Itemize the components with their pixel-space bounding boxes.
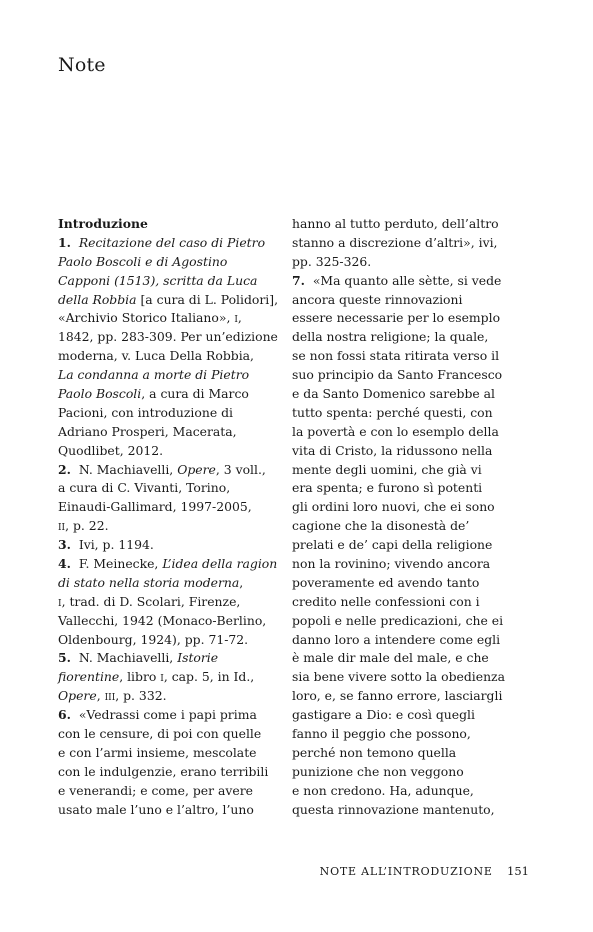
italic-text: Opere <box>58 688 97 704</box>
note-text: mente degli uomini, che già vi <box>292 461 482 477</box>
note-text: essere necessarie per lo esemplo <box>292 310 501 326</box>
note-line <box>58 593 284 612</box>
note-line <box>292 366 518 385</box>
note-line <box>292 479 518 498</box>
note-line <box>292 404 518 423</box>
note-text: danno loro a intendere come egli <box>292 631 501 647</box>
note-text: stanno a discrezione d’altri», ivi, <box>292 234 498 250</box>
note-text: suo principio da Santo Francesco <box>292 367 503 383</box>
note-text: non la rovinino; vivendo ancora <box>292 556 491 572</box>
note-text: poveramente ed avendo tanto <box>292 574 480 590</box>
note-line <box>292 291 518 310</box>
note-text: «Archivio Storico Italiano», <box>58 310 235 326</box>
note-text: la povertà e con lo esemplo della <box>292 423 499 439</box>
note-line <box>292 763 518 782</box>
note-line <box>58 536 284 555</box>
note-text: e non credono. Ha, adunque, <box>292 782 474 798</box>
italic-text: Paolo Boscoli e di Agostino <box>58 253 228 269</box>
note-text: prelati e de’ capi della religione <box>292 537 493 553</box>
note-line <box>292 612 518 631</box>
note-text: fanno il peggio che possono, <box>292 726 471 742</box>
note-line <box>58 385 284 404</box>
note-text: sia bene vivere sotto la obedienza <box>292 669 505 685</box>
note-number: 6. <box>58 707 71 723</box>
note-line <box>292 555 518 574</box>
note-number: 2. <box>58 461 71 477</box>
note-text: Einaudi-Gallimard, 1997-2005, <box>58 499 252 515</box>
note-text: Quodlibet, 2012. <box>58 442 164 458</box>
note-text: Ivi, p. 1194. <box>70 537 154 553</box>
note-line <box>292 272 518 291</box>
note-text: hanno al tutto perduto, dell’altro <box>292 216 499 231</box>
note-line <box>58 782 284 801</box>
italic-text: Recitazione del caso di Pietro <box>78 234 266 250</box>
roman-numeral: iii <box>104 688 116 704</box>
note-line <box>292 706 518 725</box>
note-text: credito nelle confessioni con i <box>292 593 480 609</box>
note-text: tutto spenta: perché questi, con <box>292 404 493 420</box>
note-text: se non fossi stata ritirata verso il <box>292 348 500 364</box>
notes-column-right <box>292 215 518 820</box>
note-text: Vallecchi, 1942 (Monaco-Berlino, <box>58 612 267 628</box>
note-line <box>292 687 518 706</box>
notes-text-right <box>292 215 518 820</box>
italic-text: della Robbia <box>58 291 137 307</box>
note-text: vita di Cristo, la ridussono nella <box>292 442 493 458</box>
note-text: Oldenbourg, 1924), pp. 71-72. <box>58 631 249 647</box>
note-line <box>58 404 284 423</box>
note-text: «Vedrassi come i papi prima <box>70 707 257 723</box>
note-text: usato male l’uno e l’altro, l’uno <box>58 801 254 817</box>
note-line <box>58 668 284 687</box>
note-line <box>58 517 284 536</box>
note-line <box>292 574 518 593</box>
note-text: N. Machiavelli, <box>70 461 178 477</box>
note-line <box>58 744 284 763</box>
note-text: , <box>237 310 242 326</box>
italic-text: Paolo Boscoli <box>58 386 142 402</box>
note-text: , <box>239 574 244 590</box>
note-line <box>58 612 284 631</box>
note-text: , p. 332. <box>115 688 167 704</box>
note-text: e da Santo Domenico sarebbe al <box>292 386 496 402</box>
note-line <box>58 801 284 820</box>
note-number: 4. <box>58 556 71 572</box>
note-line <box>292 631 518 650</box>
note-text: della nostra religione; la quale, <box>292 329 489 345</box>
note-text: , trad. di D. Scolari, Firenze, <box>61 593 241 609</box>
note-number: 7. <box>292 272 305 288</box>
note-line <box>292 536 518 555</box>
note-line <box>58 328 284 347</box>
note-line <box>292 649 518 668</box>
note-text: era spenta; e furono sì potenti <box>292 480 483 496</box>
note-number: 1. <box>58 234 71 250</box>
notes-column-left <box>58 215 284 820</box>
note-line <box>292 782 518 801</box>
note-text <box>71 235 79 250</box>
note-line <box>58 649 284 668</box>
running-head: NOTE ALL’INTRODUZIONE <box>319 865 493 878</box>
note-line <box>292 442 518 461</box>
italic-text: L’idea della ragion <box>162 556 278 572</box>
note-text: , libro <box>119 669 161 685</box>
note-text: popoli e nelle predicazioni, che ei <box>292 612 504 628</box>
note-line <box>58 631 284 650</box>
note-text: pp. 325-326. <box>292 253 372 269</box>
page-title: Note <box>58 54 106 76</box>
note-line <box>292 309 518 328</box>
notes-text-left <box>58 234 284 820</box>
note-text: , p. 22. <box>65 518 109 534</box>
note-line <box>58 687 284 706</box>
note-line <box>292 328 518 347</box>
note-text: perché non temono quella <box>292 744 457 760</box>
note-text: ancora queste rinnovazioni <box>292 291 463 307</box>
note-line <box>292 423 518 442</box>
italic-text: Opere <box>177 461 216 477</box>
note-text: moderna, v. Luca Della Robbia, <box>58 348 254 364</box>
note-line <box>292 215 518 234</box>
note-line <box>58 291 284 310</box>
note-text: e venerandi; e come, per avere <box>58 782 253 798</box>
note-text: a cura di C. Vivanti, Torino, <box>58 480 231 496</box>
note-text: , cap. 5, in Id., <box>163 669 255 685</box>
roman-numeral: ii <box>58 518 66 534</box>
note-text: e con l’armi insieme, mescolate <box>58 744 257 760</box>
note-text: gli ordini loro nuovi, che ei sono <box>292 499 495 515</box>
note-line <box>292 593 518 612</box>
note-text: «Ma quanto alle sètte, si vede <box>304 272 502 288</box>
note-text: Adriano Prosperi, Macerata, <box>58 423 237 439</box>
note-line <box>58 479 284 498</box>
note-line <box>58 347 284 366</box>
note-line <box>292 385 518 404</box>
note-text: N. Machiavelli, <box>70 650 178 666</box>
roman-numeral: i <box>58 593 62 609</box>
note-line <box>292 744 518 763</box>
page-footer <box>320 864 529 878</box>
note-text: gastigare a Dio: e così quegli <box>292 707 475 723</box>
note-line <box>292 725 518 744</box>
note-line <box>58 309 284 328</box>
note-text: , <box>96 688 105 704</box>
note-line <box>58 253 284 272</box>
note-line <box>58 498 284 517</box>
note-line <box>292 498 518 517</box>
note-number: 5. <box>58 650 71 666</box>
note-text: , a cura di Marco <box>141 386 249 402</box>
note-text: questa rinnovazione mantenuto, <box>292 801 495 817</box>
note-line <box>58 272 284 291</box>
note-number: 3. <box>58 537 71 553</box>
note-text: 1842, pp. 283-309. Per un’edizione <box>58 329 278 345</box>
italic-text: La condanna a morte di Pietro <box>58 367 250 383</box>
note-line <box>58 763 284 782</box>
note-line <box>58 574 284 593</box>
note-text: con le indulgenzie, erano terribili <box>58 763 269 779</box>
note-line <box>58 461 284 480</box>
italic-text: fiorentine <box>58 669 120 685</box>
note-text: loro, e, se fanno errore, lasciargli <box>292 688 503 704</box>
page-number: 151 <box>507 864 529 878</box>
note-line <box>292 461 518 480</box>
note-text: , 3 voll., <box>215 461 266 477</box>
note-line <box>58 442 284 461</box>
note-text: F. Meinecke, <box>70 556 163 572</box>
note-text: punizione che non veggono <box>292 763 464 779</box>
roman-numeral: i <box>160 669 164 685</box>
note-line <box>292 347 518 366</box>
note-line <box>58 706 284 725</box>
note-line <box>58 555 284 574</box>
note-text: è male dir male del male, e che <box>292 650 489 666</box>
note-line <box>58 423 284 442</box>
note-line <box>58 234 284 253</box>
note-line <box>58 366 284 385</box>
note-line <box>292 517 518 536</box>
italic-text: Capponi (1513), scritta da Luca <box>58 272 258 288</box>
note-text: [a cura di L. Polidori], <box>136 291 279 307</box>
note-line <box>292 668 518 687</box>
note-line <box>292 801 518 820</box>
note-text: cagione che la disonestà de’ <box>292 518 470 534</box>
italic-text: di stato nella storia moderna <box>58 574 240 590</box>
note-line <box>292 234 518 253</box>
note-line <box>292 253 518 272</box>
roman-numeral: i <box>234 310 238 326</box>
italic-text: Istorie <box>177 650 219 666</box>
note-text: con le censure, di poi con quelle <box>58 726 262 742</box>
section-title: Introduzione <box>58 216 148 231</box>
note-line <box>58 725 284 744</box>
note-text: Pacioni, con introduzione di <box>58 404 233 420</box>
